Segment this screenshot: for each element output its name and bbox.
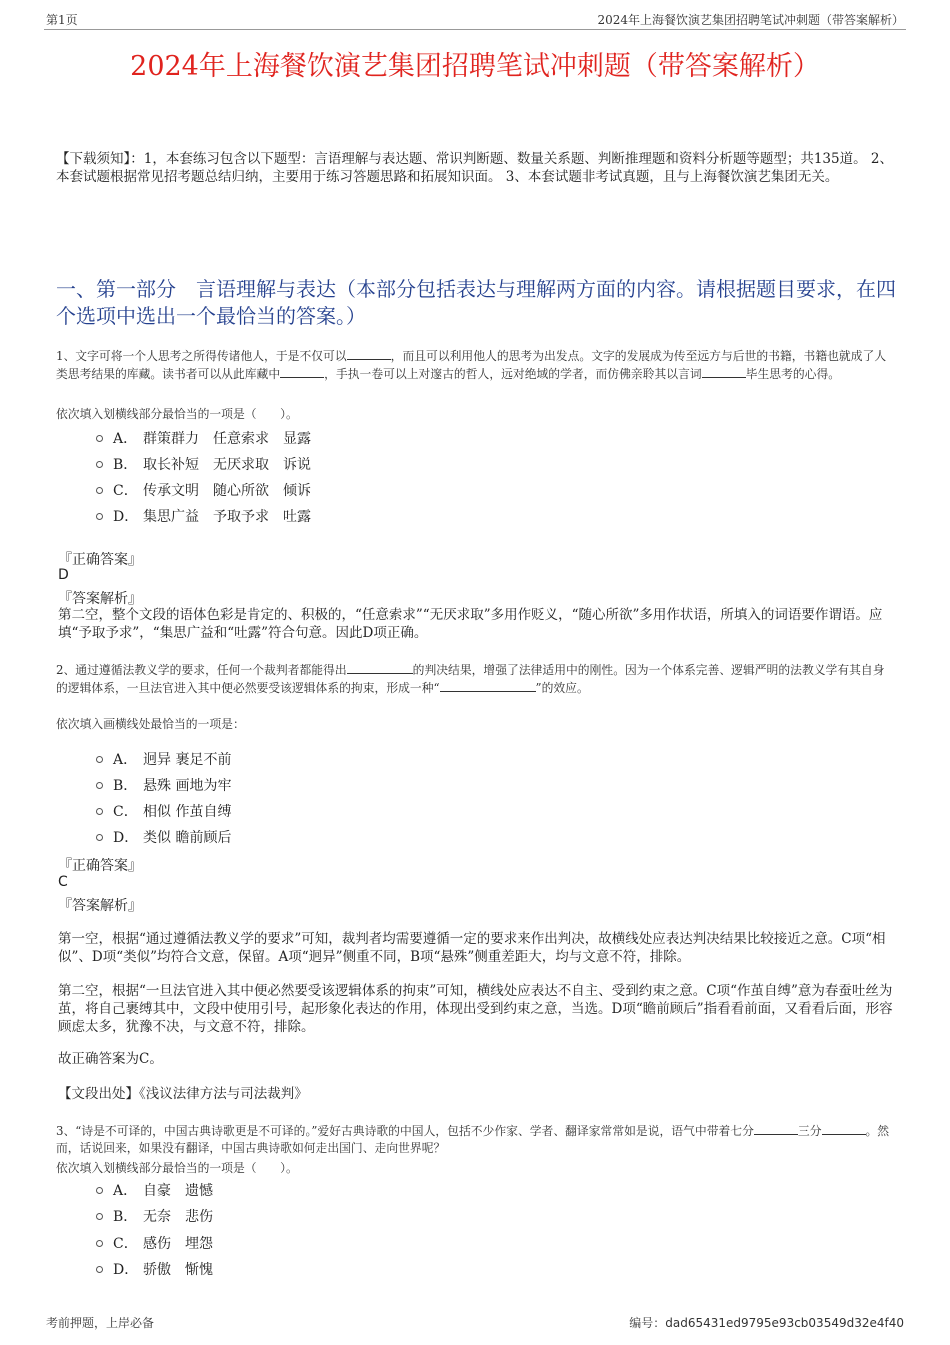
q2-analysis-1: 第一空，根据“通过遵循法教义学的要求”可知，裁判者均需要遵循一定的要求来作出判决，故横线处应表达判决结果比较接近之意。C项“相似”、D项“类似”均符合文意，保留。A项“迥异”侧重不同，B项“悬殊”侧重差距大，均与文意不符，排除。 bbox=[58, 931, 886, 965]
radio-icon[interactable] bbox=[96, 834, 103, 841]
q1-option-c[interactable]: C． 传承文明 随心所欲 倾诉 bbox=[96, 480, 311, 500]
q1-answer: D bbox=[58, 567, 69, 583]
footer-code: 编号：dad65431ed9795e93cb03549d32e4f40 bbox=[629, 1316, 904, 1330]
fill-blank bbox=[754, 1122, 798, 1135]
q2-conclusion: 故正确答案为C。 bbox=[58, 1051, 163, 1067]
page-title: 2024年上海餐饮演艺集团招聘笔试冲刺题（带答案解析） bbox=[130, 51, 820, 82]
radio-icon[interactable] bbox=[96, 782, 103, 789]
radio-icon[interactable] bbox=[96, 513, 103, 520]
q2-option-b[interactable]: B． 悬殊 画地为牢 bbox=[96, 775, 231, 795]
fill-blank bbox=[347, 661, 413, 674]
q2-answer: C bbox=[58, 874, 68, 890]
q3-option-d[interactable]: D． 骄傲 惭愧 bbox=[96, 1259, 213, 1279]
q2-source: 【文段出处】《浅议法律方法与司法裁判》 bbox=[58, 1086, 308, 1102]
q2-option-c[interactable]: C． 相似 作茧自缚 bbox=[96, 801, 231, 821]
q1-analysis: 第二空，整个文段的语体色彩是肯定的、积极的，“任意索求”“无厌求取”多用作贬义，“随心所欲”多用作状语，所填入的词语要作谓语。应填“予取予求”，“集思广益和“吐露”符合句意。因此D项正确。 bbox=[58, 607, 883, 641]
radio-icon[interactable] bbox=[96, 461, 103, 468]
radio-icon[interactable] bbox=[96, 1240, 103, 1247]
footer-slogan: 考前押题，上岸必备 bbox=[46, 1316, 155, 1330]
fill-blank bbox=[702, 365, 746, 378]
radio-icon[interactable] bbox=[96, 435, 103, 442]
radio-icon[interactable] bbox=[96, 1213, 103, 1220]
q3-option-b[interactable]: B． 无奈 悲伤 bbox=[96, 1206, 213, 1226]
question-2-instruction: 依次填入画横线处最恰当的一项是： bbox=[56, 717, 245, 731]
q2-option-d[interactable]: D． 类似 瞻前顾后 bbox=[96, 827, 231, 847]
radio-icon[interactable] bbox=[96, 756, 103, 763]
question-2-stem: 2、通过遵循法教义学的要求，任何一个裁判者都能得出 的判决结果，增强了法律适用中的刚性。因为一个体系完善、逻辑严明的法教义学有其自身的逻辑体系，一旦法官进入其中便必然要受该逻辑体系的拘束，形成一种“ ”的效应。 bbox=[56, 663, 885, 695]
q2-answer-label: 『正确答案』 bbox=[58, 858, 142, 874]
q1-option-b[interactable]: B． 取长补短 无厌求取 诉说 bbox=[96, 454, 311, 474]
q1-option-a[interactable]: A． 群策群力 任意索求 显露 bbox=[96, 428, 311, 448]
fill-blank bbox=[347, 347, 391, 360]
q2-option-a[interactable]: A． 迥异 裹足不前 bbox=[96, 749, 231, 769]
radio-icon[interactable] bbox=[96, 808, 103, 815]
radio-icon[interactable] bbox=[96, 1266, 103, 1273]
section-heading: 一、第一部分 言语理解与表达（本部分包括表达与理解两方面的内容。请根据题目要求，在四个选项中选出一个最恰当的答案。） bbox=[56, 277, 896, 328]
fill-blank bbox=[280, 365, 324, 378]
question-3-instruction: 依次填入划横线部分最恰当的一项是（ ）。 bbox=[56, 1161, 298, 1175]
q1-analysis-label: 『答案解析』 bbox=[58, 591, 142, 607]
fill-blank bbox=[440, 679, 536, 692]
question-3-stem: 3、“诗是不可译的，中国古典诗歌更是不可译的。”爱好古典诗歌的中国人，包括不少作家、学者、翻译家常常如是说，语气中带着七分 三分 。然而，话说回来，如果没有翻译，中国古典诗歌如何走出国门、走向世界呢？ bbox=[56, 1124, 890, 1155]
fill-blank bbox=[822, 1122, 866, 1135]
q2-analysis-2: 第二空，根据“一旦法官进入其中便必然要受该逻辑体系的拘束”可知，横线处应表达不自主、受到约束之意。C项“作茧自缚”意为春蚕吐丝为茧，将自己裹缚其中，文段中使用引号，起形象化表达的作用，体现出受到约束之意，当选。D项“瞻前顾后”指看看前面，又看看后面，形容顾虑太多，犹豫不决，与文意不符，排除。 bbox=[58, 983, 893, 1035]
question-1-stem: 1、文字可将一个人思考之所得传诸他人，于是不仅可以 ，而且可以利用他人的思考为出发点。文字的发展成为传至远方与后世的书籍，书籍也就成了人类思考结果的库藏。读书者可以从此库藏中 ，手执一卷可以上对邃古的哲人，远对绝域的学者，而仿佛亲聆其以言词 毕生思考的心得。 bbox=[56, 349, 887, 381]
header-divider bbox=[44, 29, 906, 30]
download-notice: 【下载须知】：1，本套练习包含以下题型：言语理解与表达题、常识判断题、数量关系题、判断推理题和资料分析题等题型；共135道。 2、本套试题根据常见招考题总结归纳，主要用于练习答题思路和拓展知识面。 3、本套试题非考试真题，且与上海餐饮演艺集团无关。 bbox=[56, 151, 893, 185]
question-1-instruction: 依次填入划横线部分最恰当的一项是（ ）。 bbox=[56, 407, 298, 421]
header-doc-title: 2024年上海餐饮演艺集团招聘笔试冲刺题（带答案解析） bbox=[597, 13, 904, 27]
q1-option-d[interactable]: D． 集思广益 予取予求 吐露 bbox=[96, 506, 311, 526]
q2-analysis-label: 『答案解析』 bbox=[58, 898, 142, 914]
q3-option-c[interactable]: C． 感伤 埋怨 bbox=[96, 1233, 213, 1253]
radio-icon[interactable] bbox=[96, 1187, 103, 1194]
q1-answer-label: 『正确答案』 bbox=[58, 552, 142, 568]
page-number: 第1页 bbox=[46, 13, 78, 27]
radio-icon[interactable] bbox=[96, 487, 103, 494]
q3-option-a[interactable]: A． 自豪 遗憾 bbox=[96, 1180, 213, 1200]
